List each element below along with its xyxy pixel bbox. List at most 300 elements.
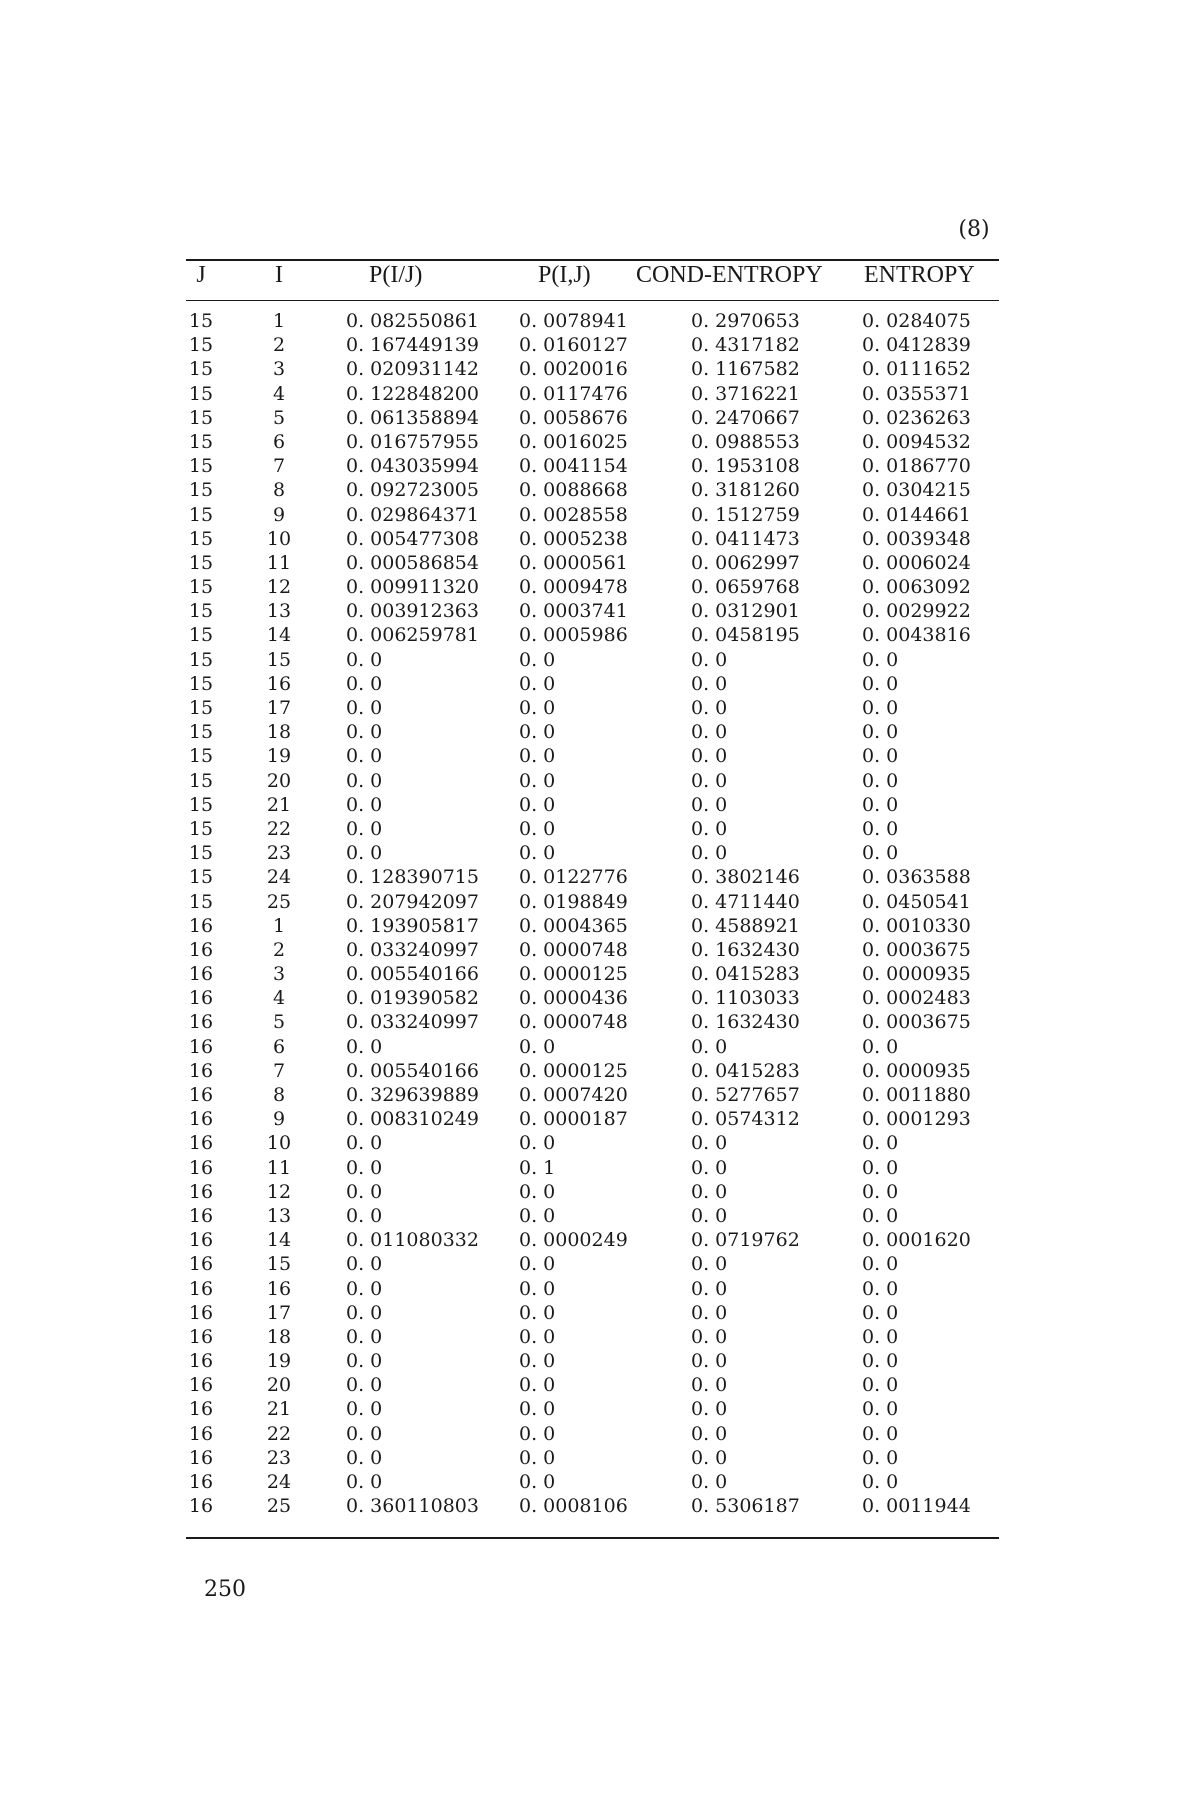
cell-entropy: 0. 0063092 — [862, 576, 971, 599]
table-row — [186, 720, 999, 744]
cell-i: 6 — [272, 430, 286, 453]
cell-cond-entropy: 0. 1953108 — [691, 455, 800, 478]
cell-j: 15 — [188, 503, 214, 526]
cell-entropy: 0. 0010330 — [862, 914, 971, 937]
cell-j: 16 — [188, 938, 214, 961]
cell-p-i-given-j: 0. 0 — [346, 817, 383, 840]
cell-cond-entropy: 0. 0 — [691, 1301, 728, 1324]
cell-entropy: 0. 0 — [862, 1446, 899, 1469]
cell-j: 15 — [188, 648, 214, 671]
table-row — [186, 1446, 999, 1470]
cell-p-i-j: 0. 0 — [519, 1035, 556, 1058]
cell-p-i-given-j: 0. 0 — [346, 1253, 383, 1276]
cell-i: 16 — [266, 672, 292, 695]
cell-cond-entropy: 0. 0 — [691, 1035, 728, 1058]
header-p-i-j: P(I,J) — [538, 262, 591, 288]
cell-entropy: 0. 0094532 — [862, 430, 971, 453]
cell-cond-entropy: 0. 2470667 — [691, 406, 800, 429]
cell-p-i-given-j: 0. 0 — [346, 721, 383, 744]
table-row — [186, 1349, 999, 1373]
cell-cond-entropy: 0. 0 — [691, 1132, 728, 1155]
cell-cond-entropy: 0. 0458195 — [691, 624, 800, 647]
cell-j: 16 — [188, 1156, 214, 1179]
cell-p-i-j: 0. 0016025 — [519, 430, 628, 453]
cell-j: 16 — [188, 914, 214, 937]
cell-p-i-j: 0. 0009478 — [519, 576, 628, 599]
cell-p-i-j: 0. 0000125 — [519, 1059, 628, 1082]
cell-j: 16 — [188, 1471, 214, 1493]
cell-entropy: 0. 0 — [862, 1301, 899, 1324]
cell-cond-entropy: 0. 0 — [691, 1325, 728, 1348]
cell-j: 16 — [188, 1011, 214, 1034]
cell-j: 15 — [188, 382, 214, 405]
cell-entropy: 0. 0363588 — [862, 866, 971, 889]
cell-p-i-given-j: 0. 008310249 — [346, 1108, 479, 1131]
cell-i: 24 — [266, 866, 292, 889]
cell-j: 15 — [188, 406, 214, 429]
table-row — [186, 333, 999, 357]
cell-i: 1 — [272, 914, 286, 937]
cell-i: 11 — [266, 551, 292, 574]
cell-i: 14 — [266, 1229, 292, 1252]
cell-j: 16 — [188, 1277, 214, 1300]
cell-entropy: 0. 0 — [862, 1277, 899, 1300]
cell-entropy: 0. 0186770 — [862, 455, 971, 478]
cell-entropy: 0. 0 — [862, 672, 899, 695]
table-row — [186, 1059, 999, 1083]
cell-j: 16 — [188, 1035, 214, 1058]
cell-entropy: 0. 0039348 — [862, 527, 971, 550]
cell-i: 24 — [266, 1471, 292, 1493]
cell-p-i-given-j: 0. 061358894 — [346, 406, 479, 429]
table-row — [186, 503, 999, 527]
cell-j: 16 — [188, 1229, 214, 1252]
cell-entropy: 0. 0 — [862, 1374, 899, 1397]
cell-p-i-j: 0. 0000748 — [519, 1011, 628, 1034]
cell-i: 2 — [272, 334, 286, 357]
cell-p-i-j: 0. 0000187 — [519, 1108, 628, 1131]
cell-j: 15 — [188, 551, 214, 574]
cell-p-i-j: 0. 0 — [519, 1398, 556, 1421]
cell-entropy: 0. 0 — [862, 1035, 899, 1058]
cell-p-i-given-j: 0. 193905817 — [346, 914, 479, 937]
table-row — [186, 1180, 999, 1204]
cell-entropy: 0. 0412839 — [862, 334, 971, 357]
cell-p-i-given-j: 0. 033240997 — [346, 938, 479, 961]
cell-cond-entropy: 0. 0 — [691, 648, 728, 671]
cell-entropy: 0. 0001293 — [862, 1108, 971, 1131]
cell-cond-entropy: 0. 0 — [691, 697, 728, 719]
cell-cond-entropy: 0. 0 — [691, 1277, 728, 1300]
cell-cond-entropy: 0. 4588921 — [691, 914, 800, 937]
cell-p-i-given-j: 0. 0 — [346, 1035, 383, 1058]
table-row — [186, 1397, 999, 1421]
cell-entropy: 0. 0355371 — [862, 382, 971, 405]
cell-p-i-j: 0. 0 — [519, 1301, 556, 1324]
header-cond-entropy: COND-ENTROPY — [636, 262, 823, 288]
cell-j: 16 — [188, 1446, 214, 1469]
cell-i: 25 — [266, 1495, 292, 1518]
cell-entropy: 0. 0 — [862, 721, 899, 744]
cell-j: 15 — [188, 430, 214, 453]
cell-p-i-given-j: 0. 0 — [346, 842, 383, 865]
cell-cond-entropy: 0. 0 — [691, 1350, 728, 1373]
table-row — [186, 1301, 999, 1325]
cell-p-i-given-j: 0. 0 — [346, 1277, 383, 1300]
cell-cond-entropy: 0. 1167582 — [691, 358, 800, 381]
cell-cond-entropy: 0. 0 — [691, 1180, 728, 1203]
cell-cond-entropy: 0. 0 — [691, 672, 728, 695]
cell-p-i-j: 0. 0 — [519, 672, 556, 695]
cell-entropy: 0. 0011944 — [862, 1495, 971, 1518]
cell-entropy: 0. 0006024 — [862, 551, 971, 574]
cell-entropy: 0. 0 — [862, 1180, 899, 1203]
cell-i: 15 — [266, 1253, 292, 1276]
cell-i: 4 — [272, 987, 286, 1010]
cell-p-i-given-j: 0. 0 — [346, 769, 383, 792]
cell-p-i-given-j: 0. 0 — [346, 1446, 383, 1469]
cell-cond-entropy: 0. 0 — [691, 1253, 728, 1276]
cell-j: 15 — [188, 576, 214, 599]
cell-entropy: 0. 0 — [862, 1422, 899, 1445]
cell-p-i-given-j: 0. 092723005 — [346, 479, 479, 502]
cell-p-i-given-j: 0. 0 — [346, 793, 383, 816]
cell-entropy: 0. 0 — [862, 1350, 899, 1373]
table-row — [186, 648, 999, 672]
cell-j: 16 — [188, 1204, 214, 1227]
cell-i: 3 — [272, 358, 286, 381]
cell-entropy: 0. 0304215 — [862, 479, 971, 502]
cell-j: 15 — [188, 358, 214, 381]
cell-i: 17 — [266, 697, 292, 719]
cell-p-i-j: 0. 0160127 — [519, 334, 628, 357]
cell-entropy: 0. 0029922 — [862, 600, 971, 623]
cell-i: 15 — [266, 648, 292, 671]
cell-j: 15 — [188, 817, 214, 840]
header-entropy: ENTROPY — [864, 262, 975, 288]
cell-p-i-j: 0. 0 — [519, 1350, 556, 1373]
cell-i: 6 — [272, 1035, 286, 1058]
cell-p-i-j: 0. 0000125 — [519, 963, 628, 986]
cell-p-i-given-j: 0. 0 — [346, 1471, 383, 1493]
cell-p-i-given-j: 0. 0 — [346, 1180, 383, 1203]
cell-j: 15 — [188, 745, 214, 768]
cell-p-i-given-j: 0. 033240997 — [346, 1011, 479, 1034]
header-i: I — [275, 262, 283, 288]
cell-p-i-j: 0. 0 — [519, 1471, 556, 1493]
cell-cond-entropy: 0. 0 — [691, 1398, 728, 1421]
cell-i: 21 — [266, 793, 292, 816]
cell-p-i-j: 0. 0 — [519, 1253, 556, 1276]
table-row — [186, 986, 999, 1010]
cell-p-i-j: 0. 0000748 — [519, 938, 628, 961]
table-row — [186, 1010, 999, 1034]
cell-cond-entropy: 0. 1512759 — [691, 503, 800, 526]
cell-entropy: 0. 0003675 — [862, 938, 971, 961]
cell-p-i-j: 0. 0122776 — [519, 866, 628, 889]
cell-j: 16 — [188, 1059, 214, 1082]
page-number: 250 — [204, 1577, 246, 1602]
cell-entropy: 0. 0111652 — [862, 358, 971, 381]
cell-entropy: 0. 0001620 — [862, 1229, 971, 1252]
cell-j: 15 — [188, 334, 214, 357]
cell-entropy: 0. 0000935 — [862, 963, 971, 986]
cell-p-i-given-j: 0. 0 — [346, 648, 383, 671]
cell-p-i-given-j: 0. 016757955 — [346, 430, 479, 453]
table-row — [186, 1131, 999, 1155]
cell-i: 18 — [266, 1325, 292, 1348]
table-row — [186, 672, 999, 696]
cell-p-i-given-j: 0. 005540166 — [346, 1059, 479, 1082]
table-row — [186, 382, 999, 406]
table-row — [186, 575, 999, 599]
cell-p-i-j: 0. 0 — [519, 745, 556, 768]
cell-p-i-given-j: 0. 0 — [346, 1422, 383, 1445]
cell-cond-entropy: 0. 3181260 — [691, 479, 800, 502]
cell-entropy: 0. 0 — [862, 648, 899, 671]
cell-i: 7 — [272, 455, 286, 478]
cell-j: 16 — [188, 1350, 214, 1373]
cell-p-i-j: 0. 0198849 — [519, 890, 628, 913]
cell-entropy: 0. 0 — [862, 1471, 899, 1493]
cell-entropy: 0. 0002483 — [862, 987, 971, 1010]
table-row — [186, 1422, 999, 1446]
cell-i: 22 — [266, 817, 292, 840]
cell-cond-entropy: 0. 0 — [691, 769, 728, 792]
cell-entropy: 0. 0450541 — [862, 890, 971, 913]
cell-cond-entropy: 0. 1632430 — [691, 938, 800, 961]
cell-j: 16 — [188, 1253, 214, 1276]
cell-cond-entropy: 0. 0 — [691, 1422, 728, 1445]
cell-j: 16 — [188, 1325, 214, 1348]
cell-i: 5 — [272, 406, 286, 429]
table-row — [186, 454, 999, 478]
cell-entropy: 0. 0 — [862, 1204, 899, 1227]
table-row — [186, 962, 999, 986]
cell-j: 15 — [188, 721, 214, 744]
cell-j: 16 — [188, 987, 214, 1010]
cell-p-i-j: 0. 0007420 — [519, 1084, 628, 1106]
table-row — [186, 938, 999, 962]
cell-j: 15 — [188, 697, 214, 719]
table-row — [186, 1204, 999, 1228]
cell-p-i-given-j: 0. 329639889 — [346, 1084, 479, 1106]
cell-i: 20 — [266, 1374, 292, 1397]
cell-entropy: 0. 0 — [862, 1325, 899, 1348]
cell-j: 16 — [188, 1132, 214, 1155]
cell-entropy: 0. 0000935 — [862, 1059, 971, 1082]
cell-j: 15 — [188, 890, 214, 913]
cell-i: 13 — [266, 600, 292, 623]
table-row — [186, 865, 999, 889]
cell-cond-entropy: 0. 2970653 — [691, 310, 800, 332]
header-j: J — [196, 262, 206, 288]
cell-i: 14 — [266, 624, 292, 647]
cell-p-i-j: 0. 0 — [519, 1374, 556, 1397]
cell-cond-entropy: 0. 0 — [691, 745, 728, 768]
cell-j: 16 — [188, 1495, 214, 1518]
table-row — [186, 1373, 999, 1397]
cell-j: 16 — [188, 1084, 214, 1106]
table-row — [186, 623, 999, 647]
cell-i: 18 — [266, 721, 292, 744]
cell-i: 25 — [266, 890, 292, 913]
table-row — [186, 406, 999, 430]
cell-p-i-given-j: 0. 000586854 — [346, 551, 479, 574]
cell-p-i-j: 0. 0000561 — [519, 551, 628, 574]
cell-p-i-given-j: 0. 0 — [346, 1398, 383, 1421]
cell-j: 16 — [188, 1180, 214, 1203]
cell-i: 23 — [266, 1446, 292, 1469]
cell-p-i-j: 0. 0 — [519, 697, 556, 719]
cell-i: 20 — [266, 769, 292, 792]
cell-cond-entropy: 0. 3802146 — [691, 866, 800, 889]
cell-entropy: 0. 0 — [862, 745, 899, 768]
cell-entropy: 0. 0043816 — [862, 624, 971, 647]
cell-p-i-j: 0. 0078941 — [519, 310, 628, 332]
cell-i: 16 — [266, 1277, 292, 1300]
cell-p-i-given-j: 0. 0 — [346, 1325, 383, 1348]
cell-i: 8 — [272, 1084, 286, 1106]
cell-p-i-given-j: 0. 082550861 — [346, 310, 479, 332]
cell-i: 5 — [272, 1011, 286, 1034]
cell-i: 11 — [266, 1156, 292, 1179]
cell-i: 10 — [266, 527, 292, 550]
cell-p-i-j: 0. 0 — [519, 817, 556, 840]
cell-j: 16 — [188, 1422, 214, 1445]
table-row — [186, 599, 999, 623]
cell-cond-entropy: 0. 0 — [691, 1204, 728, 1227]
cell-cond-entropy: 0. 0415283 — [691, 1059, 800, 1082]
cell-p-i-j: 0. 0000249 — [519, 1229, 628, 1252]
cell-cond-entropy: 0. 0719762 — [691, 1229, 800, 1252]
cell-p-i-given-j: 0. 029864371 — [346, 503, 479, 526]
cell-p-i-given-j: 0. 128390715 — [346, 866, 479, 889]
cell-p-i-j: 0. 0 — [519, 1325, 556, 1348]
table-header — [186, 262, 999, 298]
cell-cond-entropy: 0. 0 — [691, 1156, 728, 1179]
cell-cond-entropy: 0. 0062997 — [691, 551, 800, 574]
table-row — [186, 1494, 999, 1518]
cell-i: 19 — [266, 1350, 292, 1373]
cell-p-i-given-j: 0. 005540166 — [346, 963, 479, 986]
cell-p-i-j: 0. 0058676 — [519, 406, 628, 429]
cell-p-i-given-j: 0. 0 — [346, 697, 383, 719]
cell-cond-entropy: 0. 0574312 — [691, 1108, 800, 1131]
cell-cond-entropy: 0. 0 — [691, 1446, 728, 1469]
cell-cond-entropy: 0. 0 — [691, 721, 728, 744]
cell-p-i-given-j: 0. 006259781 — [346, 624, 479, 647]
cell-i: 9 — [272, 1108, 286, 1131]
cell-i: 23 — [266, 842, 292, 865]
cell-cond-entropy: 0. 3716221 — [691, 382, 800, 405]
cell-p-i-j: 0. 0 — [519, 793, 556, 816]
cell-entropy: 0. 0284075 — [862, 310, 971, 332]
cell-cond-entropy: 0. 0659768 — [691, 576, 800, 599]
cell-cond-entropy: 0. 0312901 — [691, 600, 800, 623]
cell-entropy: 0. 0 — [862, 842, 899, 865]
cell-cond-entropy: 0. 0988553 — [691, 430, 800, 453]
table-row — [186, 357, 999, 381]
cell-p-i-given-j: 0. 122848200 — [346, 382, 479, 405]
cell-p-i-given-j: 0. 019390582 — [346, 987, 479, 1010]
cell-p-i-given-j: 0. 0 — [346, 1374, 383, 1397]
cell-p-i-j: 0. 0 — [519, 1277, 556, 1300]
table-row — [186, 914, 999, 938]
cell-i: 17 — [266, 1301, 292, 1324]
cell-i: 19 — [266, 745, 292, 768]
cell-i: 1 — [272, 310, 286, 332]
cell-p-i-j: 0. 0005986 — [519, 624, 628, 647]
cell-i: 12 — [266, 576, 292, 599]
table-row — [186, 793, 999, 817]
cell-entropy: 0. 0 — [862, 817, 899, 840]
cell-entropy: 0. 0 — [862, 1398, 899, 1421]
table-row — [186, 769, 999, 793]
cell-j: 15 — [188, 842, 214, 865]
cell-entropy: 0. 0144661 — [862, 503, 971, 526]
cell-j: 16 — [188, 1108, 214, 1131]
cell-entropy: 0. 0 — [862, 1156, 899, 1179]
cell-p-i-given-j: 0. 0 — [346, 745, 383, 768]
cell-p-i-given-j: 0. 207942097 — [346, 890, 479, 913]
cell-j: 15 — [188, 672, 214, 695]
table-row — [186, 696, 999, 720]
table-row — [186, 1252, 999, 1276]
table-row — [186, 1277, 999, 1301]
cell-p-i-given-j: 0. 0 — [346, 1156, 383, 1179]
cell-i: 13 — [266, 1204, 292, 1227]
cell-j: 15 — [188, 479, 214, 502]
cell-p-i-j: 0. 0 — [519, 1204, 556, 1227]
cell-p-i-j: 0. 0 — [519, 721, 556, 744]
cell-p-i-j: 0. 0 — [519, 648, 556, 671]
cell-i: 8 — [272, 479, 286, 502]
cell-i: 7 — [272, 1059, 286, 1082]
cell-i: 3 — [272, 963, 286, 986]
cell-i: 2 — [272, 938, 286, 961]
table-row — [186, 841, 999, 865]
cell-entropy: 0. 0 — [862, 1132, 899, 1155]
cell-p-i-given-j: 0. 360110803 — [346, 1495, 479, 1518]
cell-entropy: 0. 0011880 — [862, 1084, 971, 1106]
table-row — [186, 527, 999, 551]
table-row — [186, 1228, 999, 1252]
cell-entropy: 0. 0 — [862, 769, 899, 792]
cell-i: 10 — [266, 1132, 292, 1155]
cell-p-i-j: 0. 0005238 — [519, 527, 628, 550]
table-row — [186, 1156, 999, 1180]
cell-cond-entropy: 0. 0 — [691, 1471, 728, 1493]
table-row — [186, 1083, 999, 1107]
cell-p-i-j: 0. 1 — [519, 1156, 556, 1179]
table-row — [186, 430, 999, 454]
cell-p-i-given-j: 0. 020931142 — [346, 358, 479, 381]
cell-cond-entropy: 0. 4317182 — [691, 334, 800, 357]
table-row — [186, 1035, 999, 1059]
cell-entropy: 0. 0 — [862, 793, 899, 816]
cell-j: 15 — [188, 793, 214, 816]
cell-p-i-j: 0. 0 — [519, 1180, 556, 1203]
cell-p-i-j: 0. 0020016 — [519, 358, 628, 381]
table-row — [186, 744, 999, 768]
cell-p-i-j: 0. 0028558 — [519, 503, 628, 526]
cell-p-i-j: 0. 0008106 — [519, 1495, 628, 1518]
cell-p-i-j: 0. 0 — [519, 842, 556, 865]
cell-j: 16 — [188, 963, 214, 986]
cell-p-i-j: 0. 0004365 — [519, 914, 628, 937]
page-marker: (8) — [958, 217, 990, 242]
